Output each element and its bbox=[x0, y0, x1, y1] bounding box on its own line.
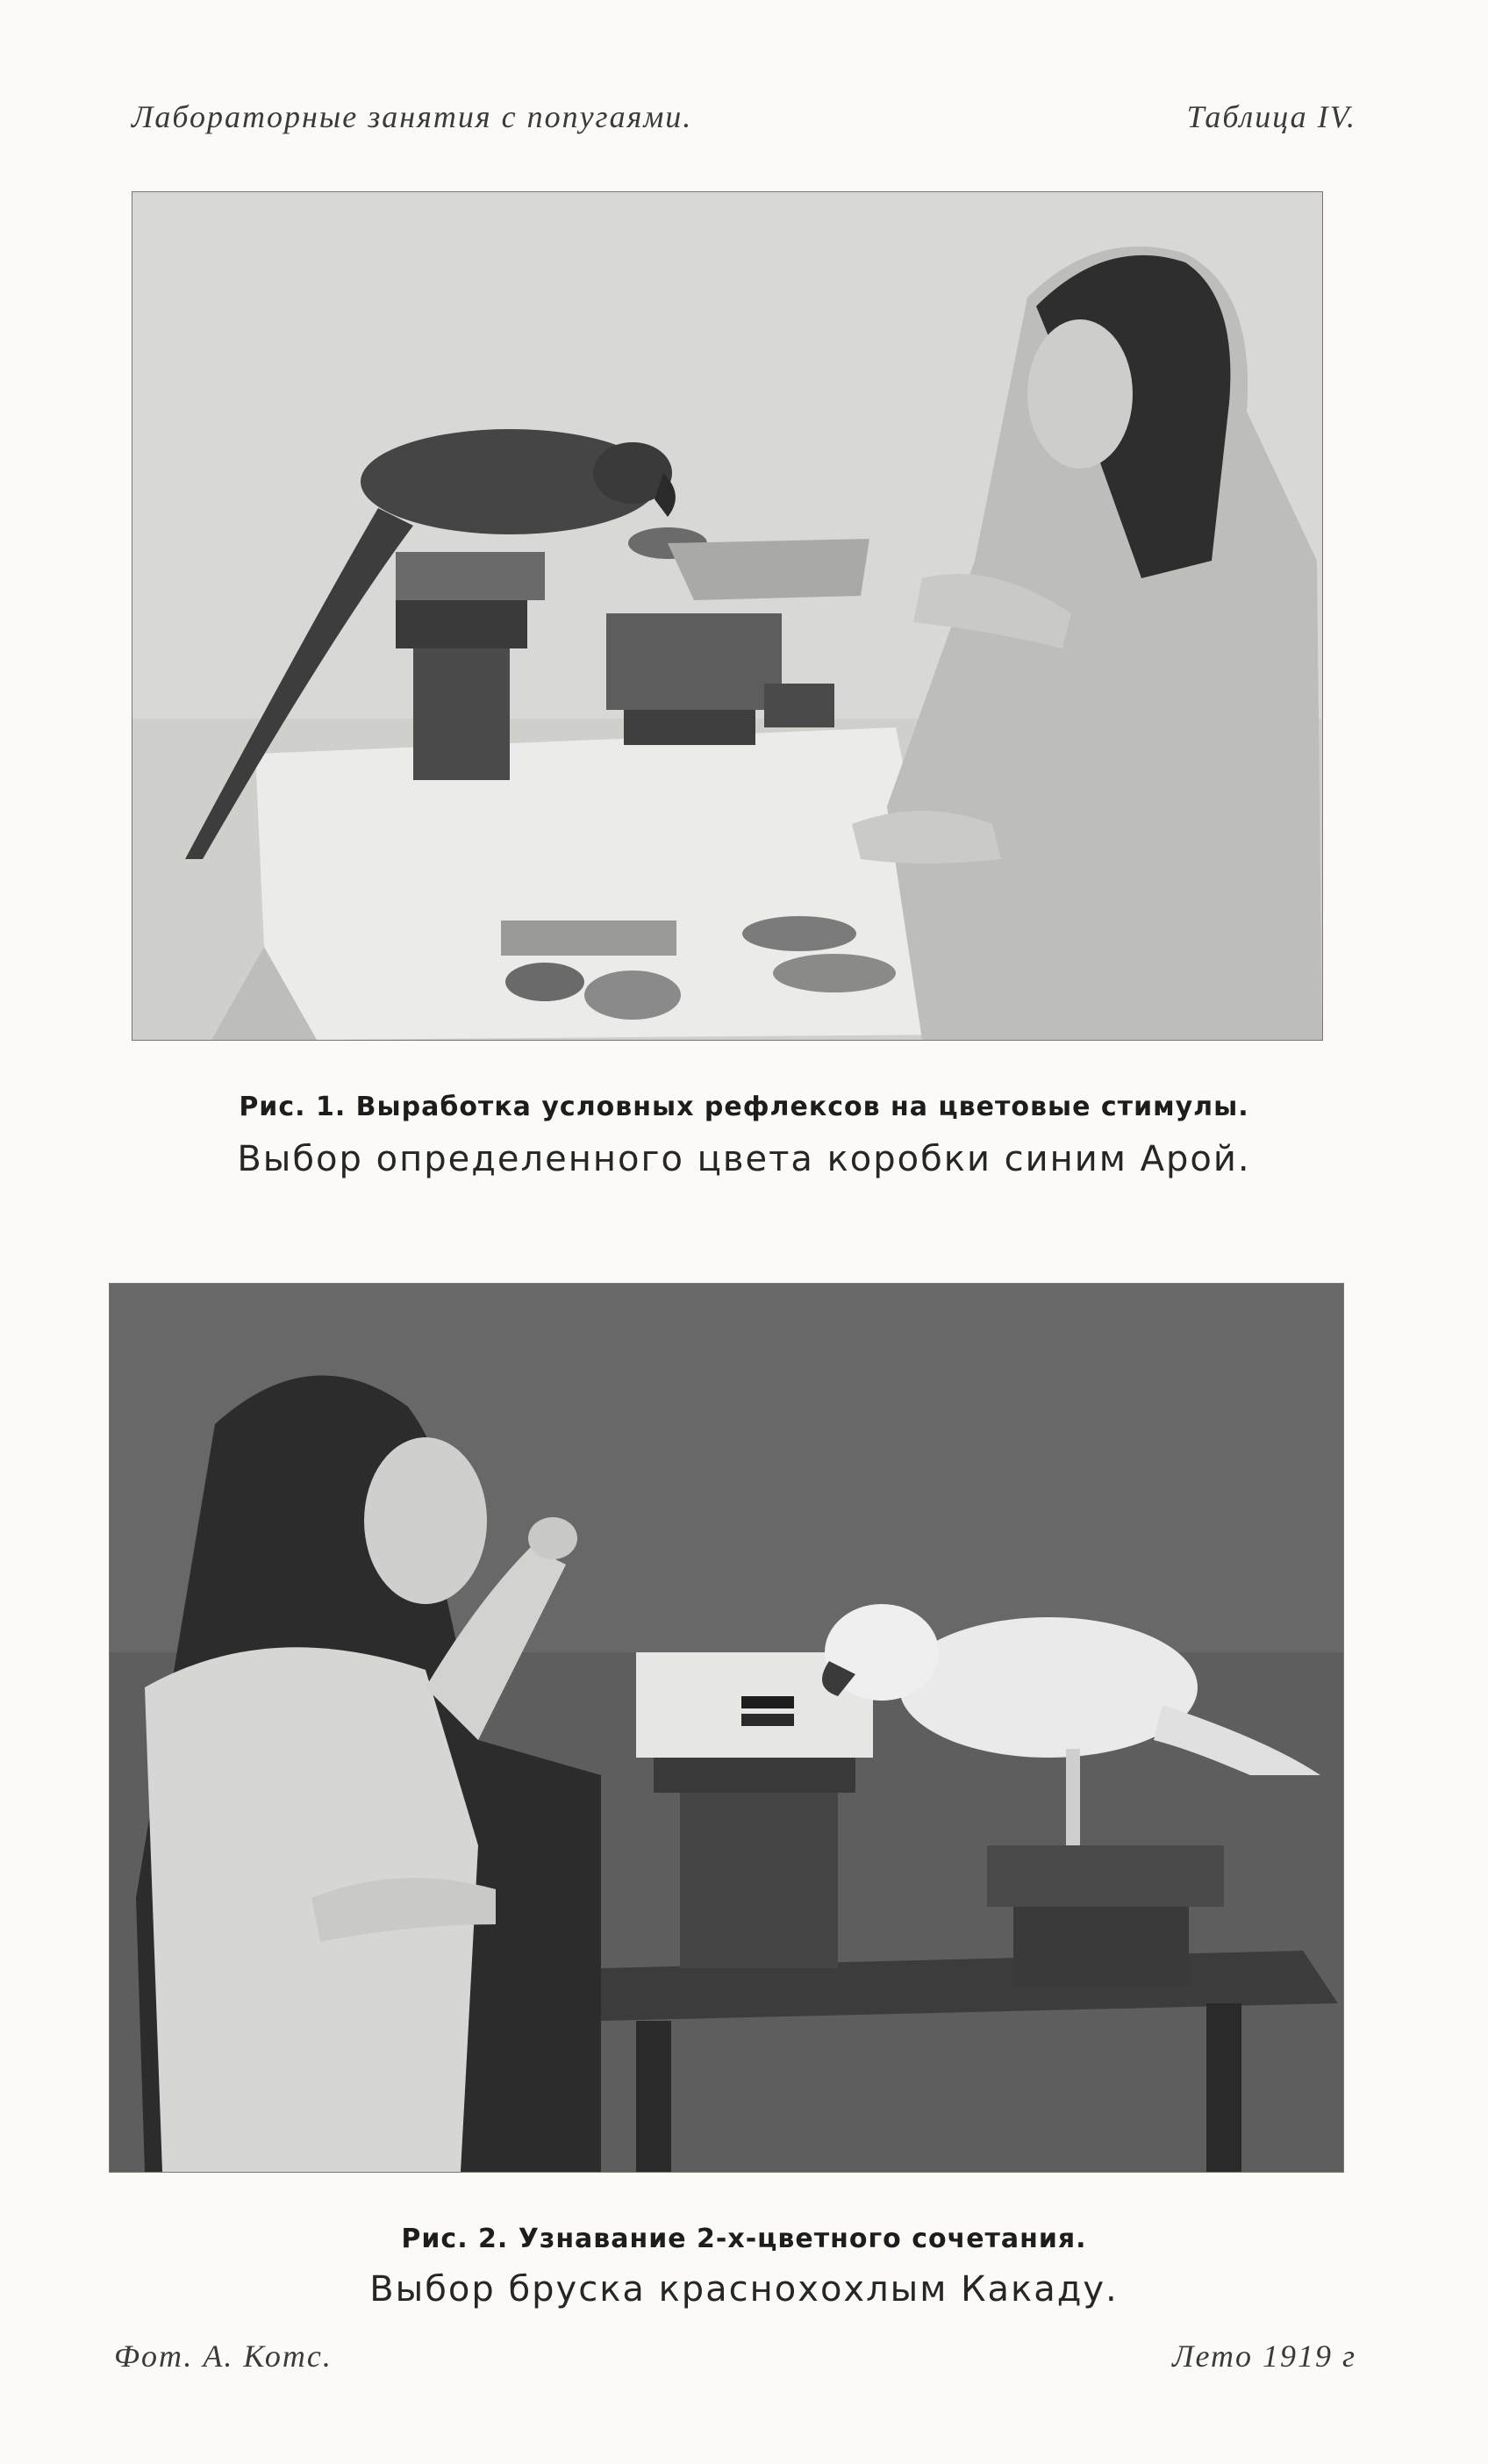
page-header bbox=[132, 98, 1356, 151]
figure1-title: Рис. 1. Выработка условных рефлексов на цветовые стимулы. bbox=[239, 1092, 1249, 1122]
plate-number: Таблица IV. bbox=[1186, 99, 1356, 134]
photo-credit: Фот. А. Котс. bbox=[114, 2339, 333, 2374]
header-title: Лабораторные занятия с попугаями. bbox=[132, 99, 693, 134]
photo-macaw-illustration bbox=[132, 192, 1322, 1040]
photo-date: Лето 1919 г bbox=[1172, 2339, 1356, 2374]
photo-macaw-experiment bbox=[132, 191, 1323, 1041]
photo-cockatoo-illustration bbox=[110, 1284, 1343, 2172]
figure2-title: Рис. 2. Узнавание 2-х-цветного сочетания. bbox=[401, 2224, 1087, 2254]
figure1-caption: Выбор определенного цвета коробки синим Арой. bbox=[237, 1139, 1251, 1179]
photo-cockatoo-experiment bbox=[109, 1283, 1344, 2173]
page-footer bbox=[114, 2338, 1356, 2390]
figure2-caption: Выбор бруска краснохохлым Какаду. bbox=[369, 2269, 1119, 2310]
